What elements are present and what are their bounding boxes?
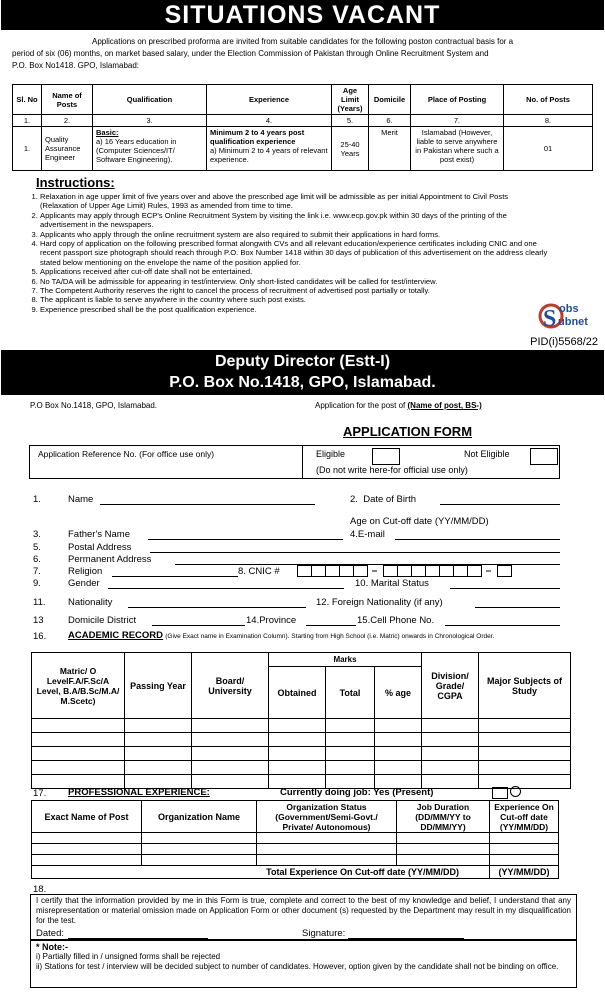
board-header: Board/ University: [192, 653, 269, 719]
apply-for-value: (Name of post, BS-): [407, 401, 482, 410]
field-number: 13: [33, 615, 44, 626]
gender-input[interactable]: [108, 588, 344, 589]
field-number: 17.: [33, 788, 47, 799]
post-header: Exact Name of Post: [32, 801, 142, 833]
instruction-text: Applicants may apply through ECP's Online Recruitment System by visiting the link i.e. www.ecp.gov.pk within 30 days of the printing of the advertisement in the newspapers.: [40, 210, 507, 230]
currently-doing-checkbox[interactable]: [492, 787, 508, 799]
banner-line: Deputy Director (Estt-I): [214, 353, 391, 370]
instruction-item: 3. Applicants who apply through the online recruitment system are also required to submit their applications in hard forms.: [40, 230, 548, 239]
notes-title: * Note:-: [36, 942, 68, 952]
name-input[interactable]: [100, 504, 315, 505]
header-cell: Name of Posts: [42, 85, 93, 115]
father-name-input[interactable]: [148, 539, 343, 540]
cnic-digit-box[interactable]: [326, 566, 340, 577]
logo-text-top: obs: [559, 303, 579, 315]
footer-banner: [1, 350, 604, 395]
professional-title: PROFESSIONAL EXPERIENCE:: [68, 787, 210, 798]
jobs-subnet-logo: [537, 296, 599, 336]
experience-table: [31, 800, 559, 879]
qualification-cell: [93, 127, 207, 171]
permanent-address-label: Permanent Address: [68, 554, 152, 565]
dob-label: [350, 494, 416, 505]
instructions-title: Instructions:: [36, 175, 115, 190]
exam-header: Matric/ O LevelF.A/F.Sc/A Level, B.A/B.Sc/M.A/ M.Scetc): [32, 653, 125, 719]
email-label: 4.E-mail: [350, 529, 385, 540]
intro-line: Applications on prescribed proforma are invited from suitable candidates for the following poston contractual basis for a: [92, 37, 514, 46]
instruction-item: 5. Applications received after cut-off date shall not be entertained.: [40, 267, 548, 276]
father-name-label: Father's Name: [68, 529, 131, 540]
header-cell: Sl. No: [13, 85, 42, 115]
dob-input[interactable]: [440, 504, 560, 505]
note-item: ii) Stations for test / interview will be decided subject to number of candidates. However, option given by the candidate shall not be binding on office.: [36, 962, 559, 971]
field-number: 2.: [350, 494, 358, 505]
cnic-digit-box[interactable]: [468, 566, 482, 577]
total-header: Total: [326, 667, 375, 719]
nationality-label: Nationality: [68, 597, 113, 608]
radio-option[interactable]: [510, 786, 521, 797]
notes-box: [30, 940, 577, 988]
dated-input[interactable]: [68, 938, 208, 939]
experience-cell: [207, 127, 332, 171]
cnic-digit-box[interactable]: [384, 566, 398, 577]
eligible-checkbox[interactable]: [372, 448, 400, 465]
name-label: Name: [68, 494, 94, 505]
note-item: i) Partially filled in / unsigned forms shall be rejected: [36, 952, 221, 961]
experience-bold: Minimum 2 to 4 years post qualification experience: [210, 128, 305, 146]
field-number: 18.: [33, 884, 47, 895]
cnic-digit-box[interactable]: [426, 566, 440, 577]
header-cell: Domicile: [369, 85, 411, 115]
experience-text: a) Minimum 2 to 4 years of relevant experience.: [210, 146, 328, 164]
cnic-grid: [297, 565, 567, 577]
cnic-digit-box[interactable]: [340, 566, 354, 577]
signature-input[interactable]: [348, 938, 464, 939]
field-number: 1.: [33, 494, 41, 505]
number-cell: 7.: [411, 115, 504, 127]
field-number: 5.: [33, 542, 41, 553]
division-header: Division/ Grade/ CGPA: [422, 653, 479, 719]
total-row: [32, 866, 559, 879]
number-cell: 1.: [13, 115, 42, 127]
sl-cell: 1.: [13, 127, 42, 171]
age-cell: 25-40 Years: [332, 127, 369, 171]
table-row[interactable]: [32, 844, 559, 855]
table-row[interactable]: [32, 733, 571, 747]
intro-paragraph: [0, 30, 605, 84]
domicile-input[interactable]: [152, 625, 245, 626]
qualification-text: a) 16 Years education in (Computer Sciences/IT/ Software Engineering).: [96, 137, 177, 164]
cnic-digit-box[interactable]: [398, 566, 412, 577]
marital-status-label: 10. Marital Status: [355, 578, 429, 589]
instruction-item: 7. The Competent Authority reserves the right to cancel the process of recruitment of advertised post partially or totally.: [40, 286, 548, 295]
cell-phone-label: 15.Cell Phone No.: [357, 615, 435, 626]
org-status-header: Organization Status (Government/Semi-Govt./ Private/ Autonomous): [257, 801, 397, 833]
field-number: 6.: [33, 554, 41, 565]
signature-label: Signature:: [302, 928, 346, 939]
org-header: Organization Name: [142, 801, 257, 833]
svg-text:S: S: [543, 306, 557, 332]
domicile-cell: Merit: [369, 127, 411, 171]
table-row[interactable]: [32, 833, 559, 844]
header-cell: Place of Posting: [411, 85, 504, 115]
religion-label: Religion: [68, 566, 103, 577]
vacancy-table: [12, 84, 593, 171]
not-eligible-label: Not Eligible: [464, 449, 510, 459]
header-cell: Qualification: [93, 85, 207, 115]
duration-header: Job Duration (DD/MM/YY to DD/MM/YY): [397, 801, 490, 833]
form-title: APPLICATION FORM: [343, 424, 473, 439]
academic-note: (Give Exact name in Examination Column). Starting from High School (i.e. Matric) onwards in Chronological Order.: [165, 633, 495, 640]
cnic-boxes[interactable]: [297, 565, 567, 577]
dated-label: Dated:: [36, 928, 64, 939]
office-note: (Do not write here-for official use only): [316, 465, 468, 475]
number-cell: 8.: [504, 115, 593, 127]
field-number: 11.: [33, 597, 46, 608]
eligible-label: Eligible: [316, 449, 346, 459]
posts-cell: 01: [504, 127, 593, 171]
number-cell: 5.: [332, 115, 369, 127]
cnic-digit-box[interactable]: [454, 566, 468, 577]
cnic-digit-box[interactable]: [312, 566, 326, 577]
field-number: 16.: [33, 631, 47, 642]
instruction-item: [40, 211, 548, 230]
cnic-digit-box[interactable]: [412, 566, 426, 577]
religion-input[interactable]: [112, 576, 238, 577]
field-number: 7.: [33, 566, 41, 577]
number-cell: 6.: [369, 115, 411, 127]
postal-address-label: Postal Address: [68, 542, 132, 553]
gender-label: Gender: [68, 578, 100, 589]
dob-text: Date of Birth: [363, 494, 417, 505]
foreign-nationality-label: 12. Foreign Nationality (if any): [316, 597, 443, 608]
post-cell: Quality Assurance Engineer: [42, 127, 93, 171]
instruction-item: 4. Hard copy of application on the following prescribed format alongwith CVs and all relevant education/experience certificates including CNIC and one recent passport size photograph should reach through P.O. Box Number 1418 within 30 days of publication of this advertisement on the address clearly stated below mentioning on the envelope the name of the position applied for.: [40, 239, 548, 267]
total-value: (YY/MM/DD): [490, 866, 559, 879]
intro-line: period of six (06) months, on market based salary, under the Election Commission of Pakistan through Online Recruitment System and: [12, 49, 489, 58]
vacancy-header-row: [13, 85, 593, 115]
exp-cutoff-header: Experience On Cut-off date (YY/MM/DD): [490, 801, 559, 833]
logo-text-bottom: ubnet: [558, 316, 588, 328]
logo-icon: [537, 296, 599, 336]
reference-label: Application Reference No. (For office use only): [38, 449, 215, 459]
declaration-text: I certify that the information provided by me in this Form is true, complete and correct to the best of my knowledge and belief, I understand that any misrepresentation or material omission made on Application Form or other document (s) requested by the Department may result in my disqualification for the test.: [36, 896, 571, 925]
page-title: SITUATIONS VACANT: [1, 0, 604, 30]
academic-heading: [68, 630, 588, 641]
marks-header: Marks: [269, 653, 422, 667]
qualification-label: Basic:: [96, 128, 119, 137]
number-cell: 2.: [42, 115, 93, 127]
table-row[interactable]: [32, 761, 571, 775]
cell-phone-input[interactable]: [445, 625, 560, 626]
total-label: Total Experience On Cut-off date (YY/MM/DD): [32, 866, 490, 879]
percentage-header: % age: [375, 667, 422, 719]
postal-address-input[interactable]: [150, 552, 560, 553]
cnic-digit-box[interactable]: [354, 566, 368, 577]
vacancy-number-row: [13, 115, 593, 127]
apply-for-label: Application for the post of: [315, 401, 406, 410]
instruction-item: 1. Relaxation in age upper limit of five years over and above the prescribed age limit will be admissible as per initial Appointment to Civil Posts (Relaxation of Upper Age Limit) Rules, 1993 as amended from time to time.: [40, 192, 548, 211]
currently-doing-label: Currently doing job: Yes (Present): [280, 787, 434, 798]
table-row[interactable]: [32, 719, 571, 733]
marital-status-input[interactable]: [450, 588, 560, 589]
passing-year-header: Passing Year: [125, 653, 192, 719]
academic-title: ACADEMIC RECORD: [68, 630, 163, 641]
header-cell: Experience: [207, 85, 332, 115]
header-cell: No. of Posts: [504, 85, 593, 115]
pid-code: PID(i)5568/22: [530, 336, 598, 348]
cnic-digit-box[interactable]: [498, 566, 512, 577]
age-cutoff-label: Age on Cut-off date (YY/MM/DD): [350, 516, 489, 527]
number-cell: 4.: [207, 115, 332, 127]
field-number: 9.: [33, 578, 41, 589]
instruction-item: 8. The applicant is liable to serve anywhere in the country where such post exists.: [40, 295, 548, 304]
number-cell: 3.: [93, 115, 207, 127]
province-input[interactable]: [306, 625, 356, 626]
instruction-item: 6. No TA/DA will be admissible for appearing in test/interview. Only short-listed candidates will be called for test/interview.: [40, 277, 548, 286]
cnic-label: 8. CNIC #: [238, 566, 280, 577]
not-eligible-checkbox[interactable]: [530, 448, 558, 465]
obtained-header: Obtained: [269, 667, 326, 719]
nationality-input[interactable]: [128, 607, 306, 608]
academic-table: [31, 652, 571, 789]
domicile-label: Domicile District: [68, 615, 137, 626]
banner-line: P.O. Box No.1418, GPO, Islamabad.: [169, 374, 436, 391]
cnic-digit-box[interactable]: [440, 566, 454, 577]
vacancy-row: [13, 127, 593, 171]
table-row[interactable]: [32, 855, 559, 866]
foreign-nationality-input[interactable]: [475, 607, 560, 608]
instructions-list: [0, 192, 548, 314]
cnic-digit-box[interactable]: [298, 566, 312, 577]
email-input[interactable]: [395, 539, 560, 540]
header-cell: Age Limit (Years): [332, 85, 369, 115]
table-row[interactable]: [32, 747, 571, 761]
place-cell: Islamabad (However, liable to serve anywhere in Pakistan where such a post exist): [411, 127, 504, 171]
form-address: P.O Box No.1418, GPO, Islamabad.: [30, 401, 158, 410]
apply-for: [315, 401, 482, 410]
province-label: 14.Province: [246, 615, 297, 626]
reference-divider: [302, 445, 303, 479]
field-number: 3.: [33, 529, 41, 540]
subjects-header: Major Subjects of Study: [479, 653, 571, 719]
intro-line: P.O. Box No1418. GPO, Islamabad:: [12, 61, 140, 70]
instruction-item: 9. Experience prescribed shall be the post qualification experience.: [40, 305, 548, 314]
